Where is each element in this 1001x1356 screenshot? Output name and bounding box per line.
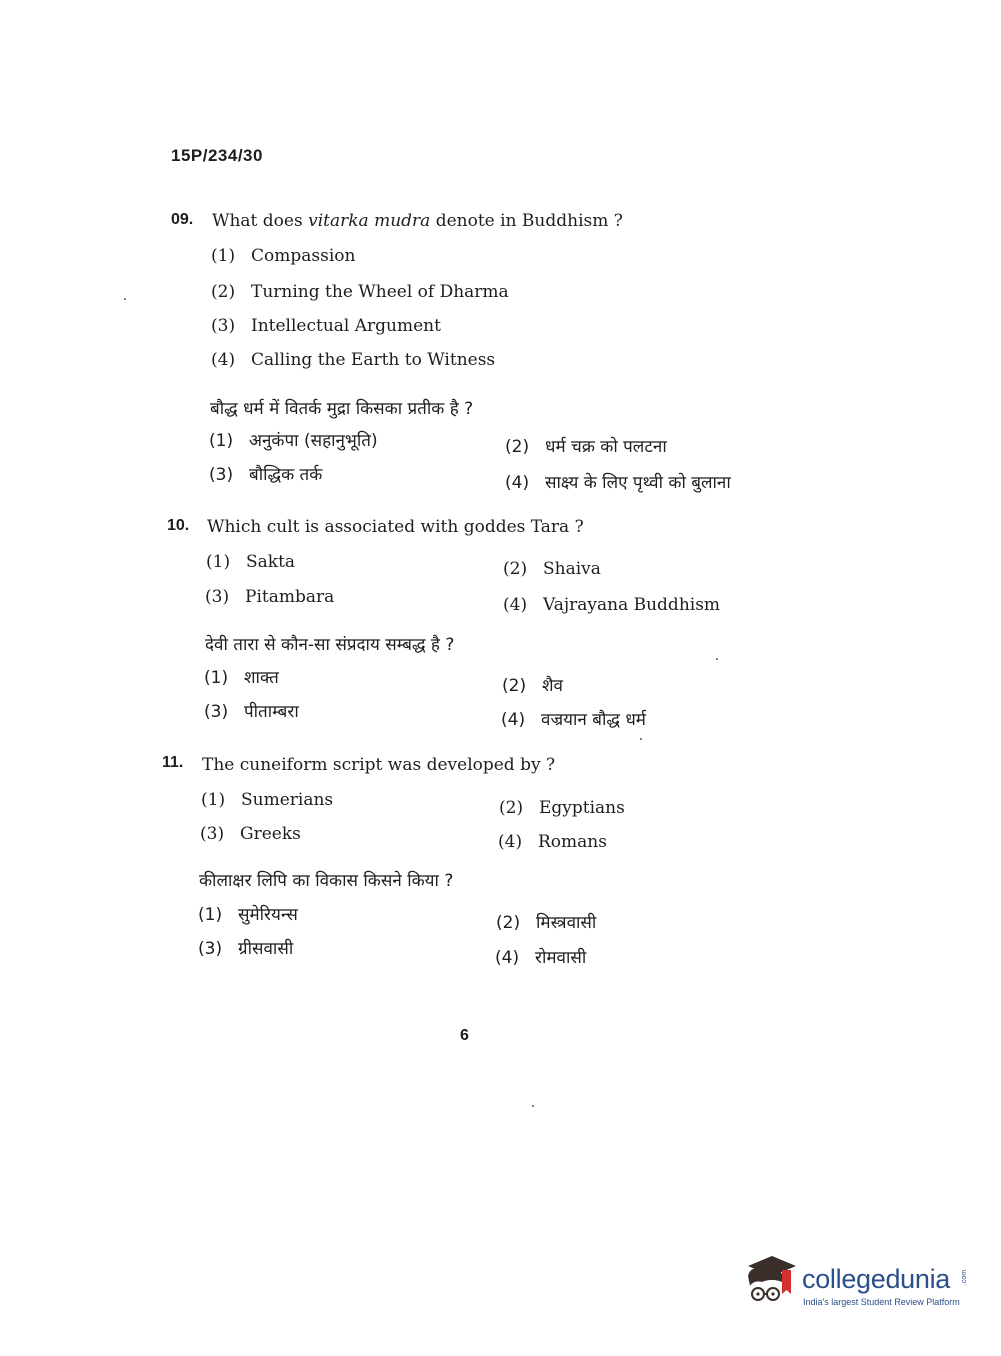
question-text: Which cult is associated with goddes Tara ? [207, 517, 584, 537]
hindi-option-2: (2) धर्म चक्र को पलटना [505, 437, 667, 457]
hindi-option-3: (3) पीताम्बरा [204, 702, 299, 722]
hindi-question-text: कीलाक्षर लिपि का विकास किसने किया ? [199, 871, 454, 891]
hindi-option-1: (1) सुमेरियन्स [198, 905, 298, 925]
option-2: (2) Egyptians [499, 798, 625, 818]
brand-name: collegedunia [802, 1264, 951, 1294]
hindi-option-3: (3) बौद्धिक तर्क [209, 465, 323, 485]
question-text: The cuneiform script was developed by ? [202, 755, 556, 775]
scan-speck [716, 658, 718, 660]
question-number: 11. [162, 754, 184, 771]
hindi-option-4: (4) साक्ष्य के लिए पृथ्वी को बुलाना [505, 473, 731, 493]
option-4: (4) Romans [498, 832, 607, 852]
option-2: (2) Shaiva [503, 559, 601, 579]
scan-speck [532, 1105, 534, 1107]
option-4: (4) Vajrayana Buddhism [503, 595, 721, 615]
hindi-option-3: (3) ग्रीसवासी [198, 939, 294, 959]
option-3: (3) Pitambara [205, 587, 335, 607]
hindi-option-1: (1) शाक्त [204, 668, 279, 688]
collegedunia-watermark [742, 1252, 972, 1316]
option-1: (1) Sakta [206, 552, 296, 572]
scan-speck [640, 738, 642, 740]
mascot-icon [742, 1252, 800, 1314]
option-1: (1) Compassion [211, 246, 356, 266]
option-4: (4) Calling the Earth to Witness [211, 350, 496, 370]
question-number: 09. [171, 211, 194, 228]
brand-tagline: India's largest Student Review Platform [803, 1297, 960, 1307]
page-number: 6 [460, 1027, 469, 1044]
option-2: (2) Turning the Wheel of Dharma [211, 282, 509, 302]
hindi-question-text: बौद्ध धर्म में वितर्क मुद्रा किसका प्रतीक है ? [210, 399, 474, 419]
option-1: (1) Sumerians [201, 790, 334, 810]
hindi-option-4: (4) वज्रयान बौद्ध धर्म [501, 710, 646, 730]
hindi-option-2: (2) शैव [502, 676, 564, 696]
paper-code: 15P/234/30 [171, 146, 263, 165]
question-number: 10. [167, 517, 190, 534]
option-3: (3) Greeks [200, 824, 301, 844]
scan-speck [124, 298, 126, 300]
hindi-option-4: (4) रोमवासी [495, 948, 587, 968]
question-text: What does vitarka mudra denote in Buddhism ? [212, 211, 623, 231]
hindi-option-2: (2) मिस्त्रवासी [496, 913, 597, 933]
option-3: (3) Intellectual Argument [211, 316, 441, 336]
hindi-option-1: (1) अनुकंपा (सहानुभूति) [209, 431, 378, 451]
brand-domain-suffix: .com [961, 1269, 969, 1286]
hindi-question-text: देवी तारा से कौन-सा संप्रदाय सम्बद्ध है ? [205, 635, 455, 655]
